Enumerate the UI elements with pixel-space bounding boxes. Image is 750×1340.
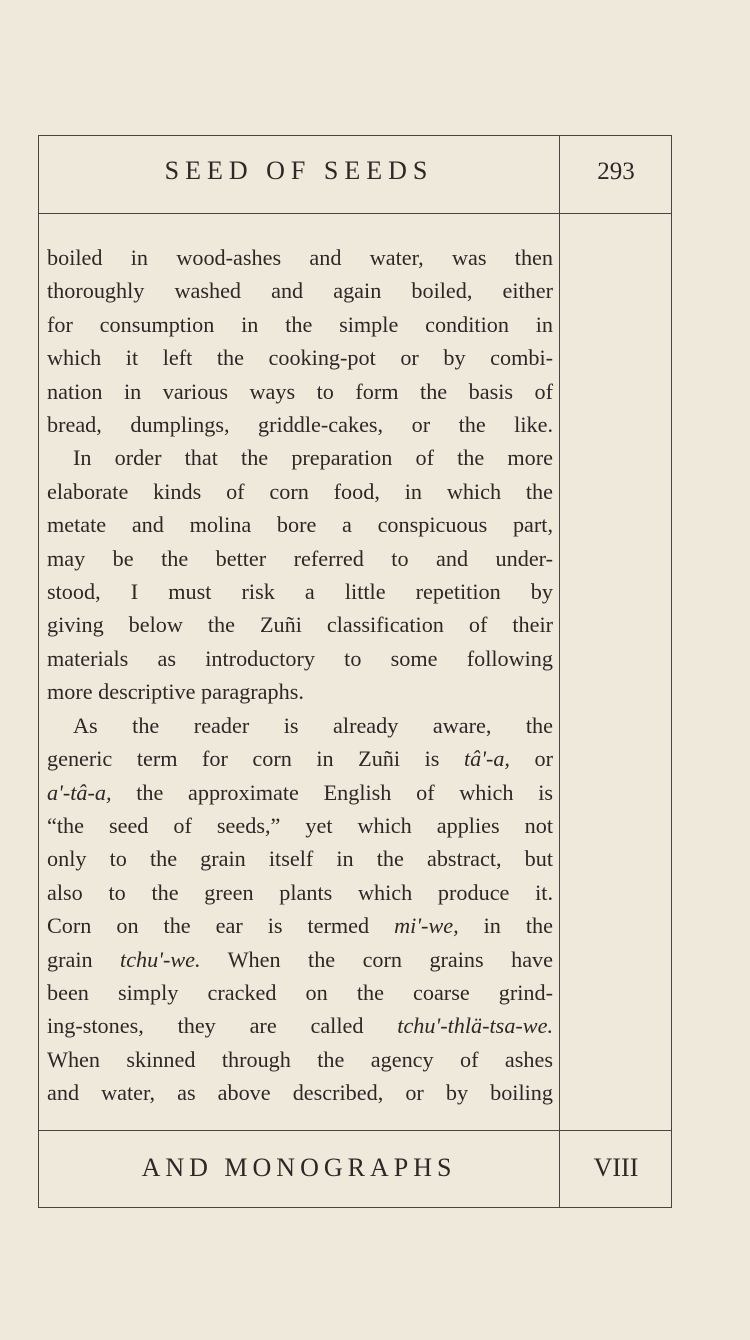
paragraph-1 bbox=[47, 241, 553, 441]
text-line: grain tchu'-we. When the corn grains have bbox=[47, 946, 553, 972]
zuni-term: tâ'-a, bbox=[463, 746, 510, 772]
footer-rule bbox=[39, 1130, 671, 1131]
header-rule bbox=[39, 213, 671, 214]
text-line: and water, as above described, or by boiling bbox=[47, 1080, 553, 1106]
zuni-term: tchu'-we. bbox=[120, 946, 201, 972]
text-line: a'-tâ-a, the approximate English of which is bbox=[47, 779, 553, 805]
text-line: also to the green plants which produce it. bbox=[47, 879, 553, 905]
zuni-term: mi'-we, bbox=[394, 913, 459, 939]
series-title: AND MONOGRAPHS bbox=[141, 1153, 457, 1182]
text-line: As the reader is already aware, the bbox=[73, 712, 553, 738]
text-line: stood, I must risk a little repetition by bbox=[47, 579, 553, 605]
text-line: boiled in wood-ashes and water, was then bbox=[47, 245, 553, 270]
text-line: more descriptive paragraphs. bbox=[47, 679, 304, 705]
paragraph-2 bbox=[47, 441, 553, 708]
text-line: elaborate kinds of corn food, in which the bbox=[47, 478, 553, 504]
text-line: may be the better referred to and under- bbox=[47, 545, 553, 571]
page-frame bbox=[38, 135, 672, 1208]
text-line: been simply cracked on the coarse grind- bbox=[47, 979, 553, 1005]
text-line: for consumption in the simple condition in bbox=[47, 311, 553, 337]
text-line: “the seed of seeds,” yet which applies not bbox=[47, 812, 553, 838]
text-line: nation in various ways to form the basis of bbox=[47, 378, 553, 404]
volume-number: VIII bbox=[593, 1153, 639, 1182]
text-line: only to the grain itself in the abstract, but bbox=[47, 846, 553, 872]
zuni-term: a'-tâ-a, bbox=[47, 779, 112, 805]
running-head: SEED OF SEEDS bbox=[164, 156, 434, 185]
text-line: thoroughly washed and again boiled, either bbox=[47, 278, 553, 304]
body-text bbox=[47, 241, 553, 1110]
text-line: ing-stones, they are called tchu'-thlä-tsa-we. bbox=[47, 1013, 553, 1039]
column-divider bbox=[559, 136, 560, 1207]
text-line: bread, dumplings, griddle-cakes, or the like. bbox=[47, 412, 553, 438]
page-number: 293 bbox=[597, 158, 635, 185]
text-line: giving below the Zuñi classification of their bbox=[47, 612, 553, 638]
text-line: When skinned through the agency of ashes bbox=[47, 1046, 553, 1072]
text-line: Corn on the ear is termed mi'-we, in the bbox=[47, 913, 553, 939]
text-line: In order that the preparation of the more bbox=[73, 445, 553, 471]
text-line: generic term for corn in Zuñi is tâ'-a, or bbox=[47, 746, 553, 772]
text-line: metate and molina bore a conspicuous part, bbox=[47, 512, 553, 538]
text-line: which it left the cooking-pot or by combi- bbox=[47, 345, 553, 371]
text-line: materials as introductory to some following bbox=[47, 645, 553, 671]
zuni-term: tchu'-thlä-tsa-we. bbox=[397, 1013, 553, 1039]
paragraph-3 bbox=[47, 709, 553, 1110]
